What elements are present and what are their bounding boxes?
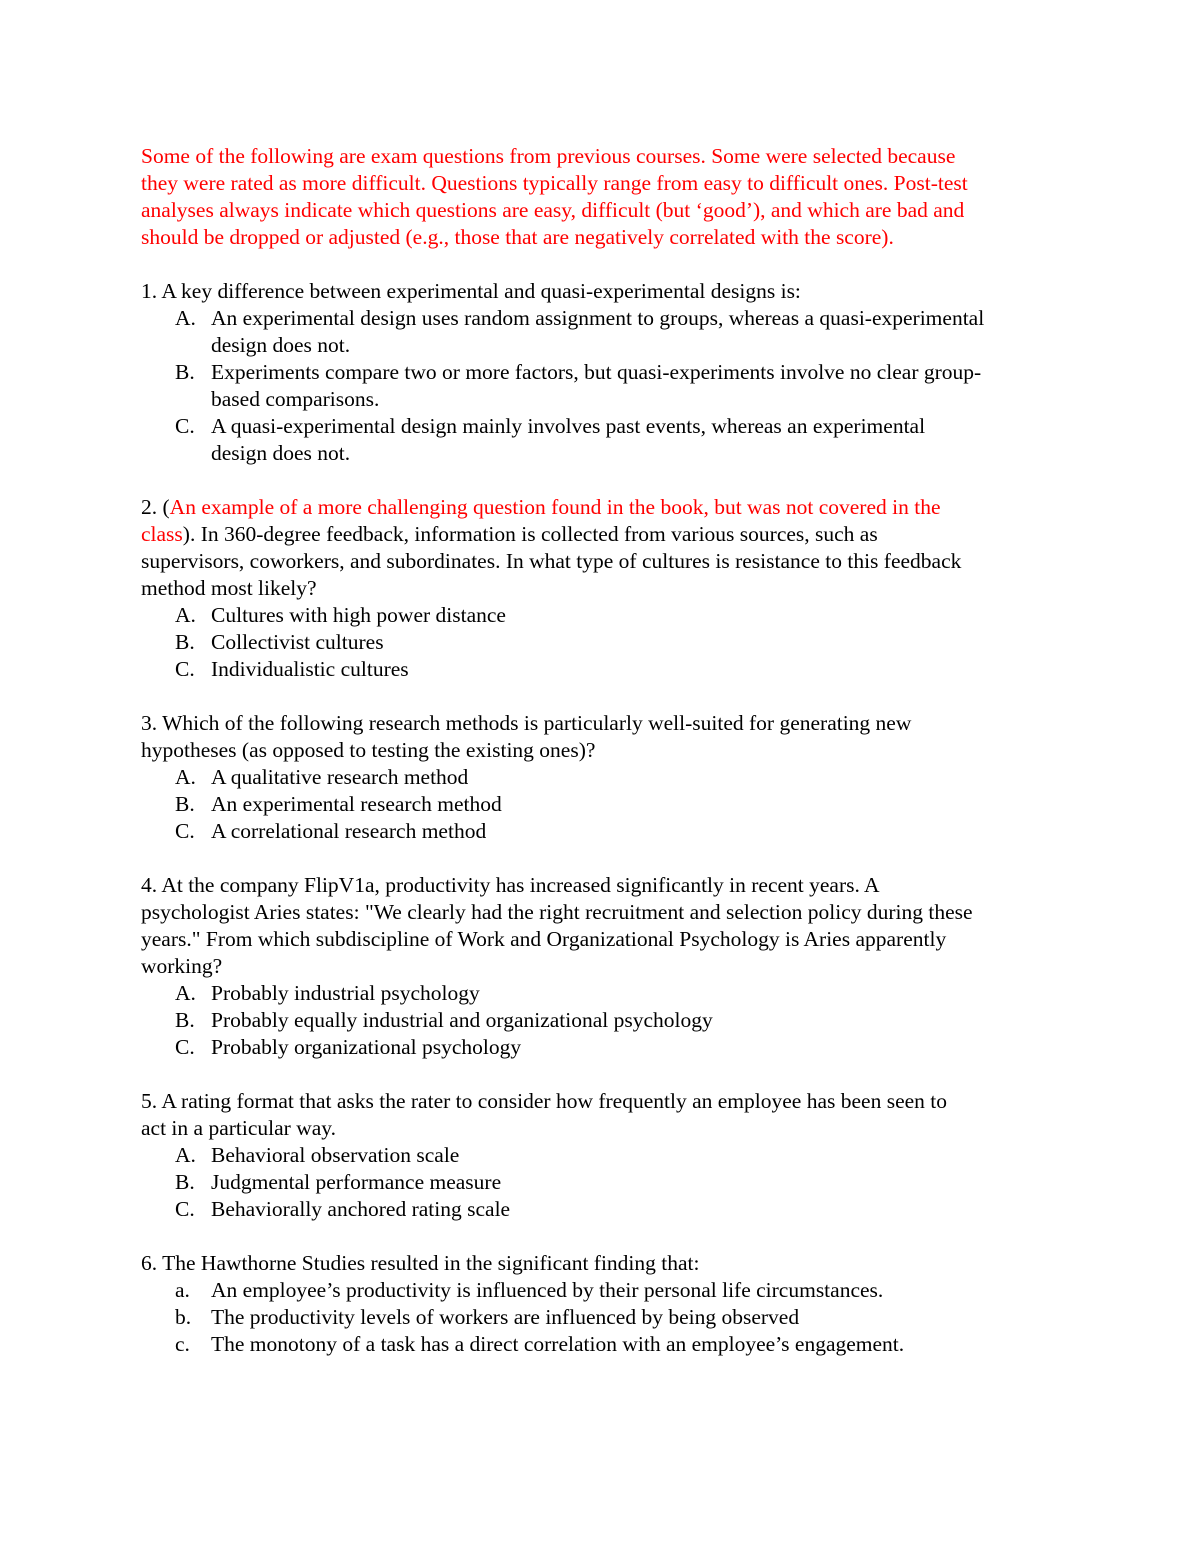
option-text: Collectivist cultures [211,630,384,654]
question-stem: hypotheses (as opposed to testing the existing ones)? [141,738,596,762]
option-label: A. [175,1143,196,1167]
intro-line: Some of the following are exam questions from previous courses. Some were selected because [141,144,956,168]
option-label: A. [175,306,196,330]
option-a [141,1142,1061,1169]
option-text: A qualitative research method [211,765,469,789]
option-text: A correlational research method [211,819,487,843]
option-label: A. [175,981,196,1005]
question-4 [141,872,1061,1061]
intro-line: analyses always indicate which questions are easy, difficult (but ‘good’), and which are bad and [141,198,965,222]
option-c [141,413,1061,467]
option-text: The productivity levels of workers are influenced by being observed [211,1305,800,1329]
option-c [141,1196,1061,1223]
option-label: C. [175,1035,195,1059]
option-c [141,656,1061,683]
option-label: a. [175,1278,190,1302]
question-1 [141,278,1061,467]
option-label: C. [175,414,195,438]
option-label: b. [175,1305,192,1329]
challenge-note: An example of a more challenging question found in the book, but was not covered in the [169,495,941,519]
intro-line: should be dropped or adjusted (e.g., those that are negatively correlated with the score). [141,225,894,249]
option-label: C. [175,657,195,681]
option-text: Probably equally industrial and organizational psychology [211,1008,713,1032]
question-stem: 3. Which of the following research methods is particularly well-suited for generating new [141,711,912,735]
option-label: B. [175,792,195,816]
option-b [141,1007,1061,1034]
option-c [141,1034,1061,1061]
option-b [141,1169,1061,1196]
option-text: Behavioral observation scale [211,1143,460,1167]
option-text: Probably organizational psychology [211,1035,522,1059]
option-label: C. [175,1197,195,1221]
option-text: An employee’s productivity is influenced by their personal life circumstances. [211,1278,884,1302]
question-stem: supervisors, coworkers, and subordinates. In what type of cultures is resistance to this feedback [141,549,962,573]
question-stem: 6. The Hawthorne Studies resulted in the significant finding that: [141,1251,700,1275]
option-b [141,629,1061,656]
option-c [141,1331,1061,1358]
question-stem-line [141,494,1061,521]
option-label: B. [175,1008,195,1032]
option-text: Behaviorally anchored rating scale [211,1197,511,1221]
option-a [141,764,1061,791]
option-text: An experimental design uses random assignment to groups, whereas a quasi-experimental [211,306,985,330]
option-b [141,791,1061,818]
question-stem: 4. At the company FlipV1a, productivity has increased significantly in recent years. A [141,873,880,897]
option-b [141,1304,1061,1331]
option-text: design does not. [211,333,351,357]
question-stem: act in a particular way. [141,1116,336,1140]
question-stem: ). In 360-degree feedback, information is collected from various sources, such as [182,522,878,546]
option-text: An experimental research method [211,792,502,816]
option-label: A. [175,765,196,789]
option-label: c. [175,1332,190,1356]
option-label: C. [175,819,195,843]
option-a [141,602,1061,629]
option-a [141,980,1061,1007]
option-text: design does not. [211,441,351,465]
option-text: Probably industrial psychology [211,981,480,1005]
challenge-note: class [141,522,183,546]
option-text: Individualistic cultures [211,657,409,681]
option-text: The monotony of a task has a direct correlation with an employee’s engagement. [211,1332,905,1356]
option-label: B. [175,360,195,384]
question-6 [141,1250,1061,1358]
intro-line: they were rated as more difficult. Questions typically range from easy to difficult ones. Post-test [141,171,968,195]
option-a [141,305,1061,359]
question-3 [141,710,1061,845]
option-b [141,359,1061,413]
option-text: based comparisons. [211,387,380,411]
question-number: 2. ( [141,495,170,519]
question-stem: 1. A key difference between experimental and quasi-experimental designs is: [141,279,801,303]
option-label: A. [175,603,196,627]
intro-paragraph [141,143,1061,251]
question-5 [141,1088,1061,1223]
option-label: B. [175,630,195,654]
option-text: Judgmental performance measure [211,1170,502,1194]
question-stem: working? [141,954,223,978]
document-page [141,143,1061,1358]
question-stem: years." From which subdiscipline of Work and Organizational Psychology is Aries apparently [141,927,947,951]
option-c [141,818,1061,845]
option-text: Experiments compare two or more factors, but quasi-experiments involve no clear group- [211,360,982,384]
question-stem: method most likely? [141,576,317,600]
option-text: Cultures with high power distance [211,603,506,627]
question-stem: 5. A rating format that asks the rater to consider how frequently an employee has been seen to [141,1089,947,1113]
question-stem: psychologist Aries states: "We clearly had the right recruitment and selection policy during these [141,900,973,924]
option-a [141,1277,1061,1304]
question-2 [141,494,1061,683]
question-stem-line [141,521,1061,548]
option-label: B. [175,1170,195,1194]
option-text: A quasi-experimental design mainly involves past events, whereas an experimental [211,414,926,438]
